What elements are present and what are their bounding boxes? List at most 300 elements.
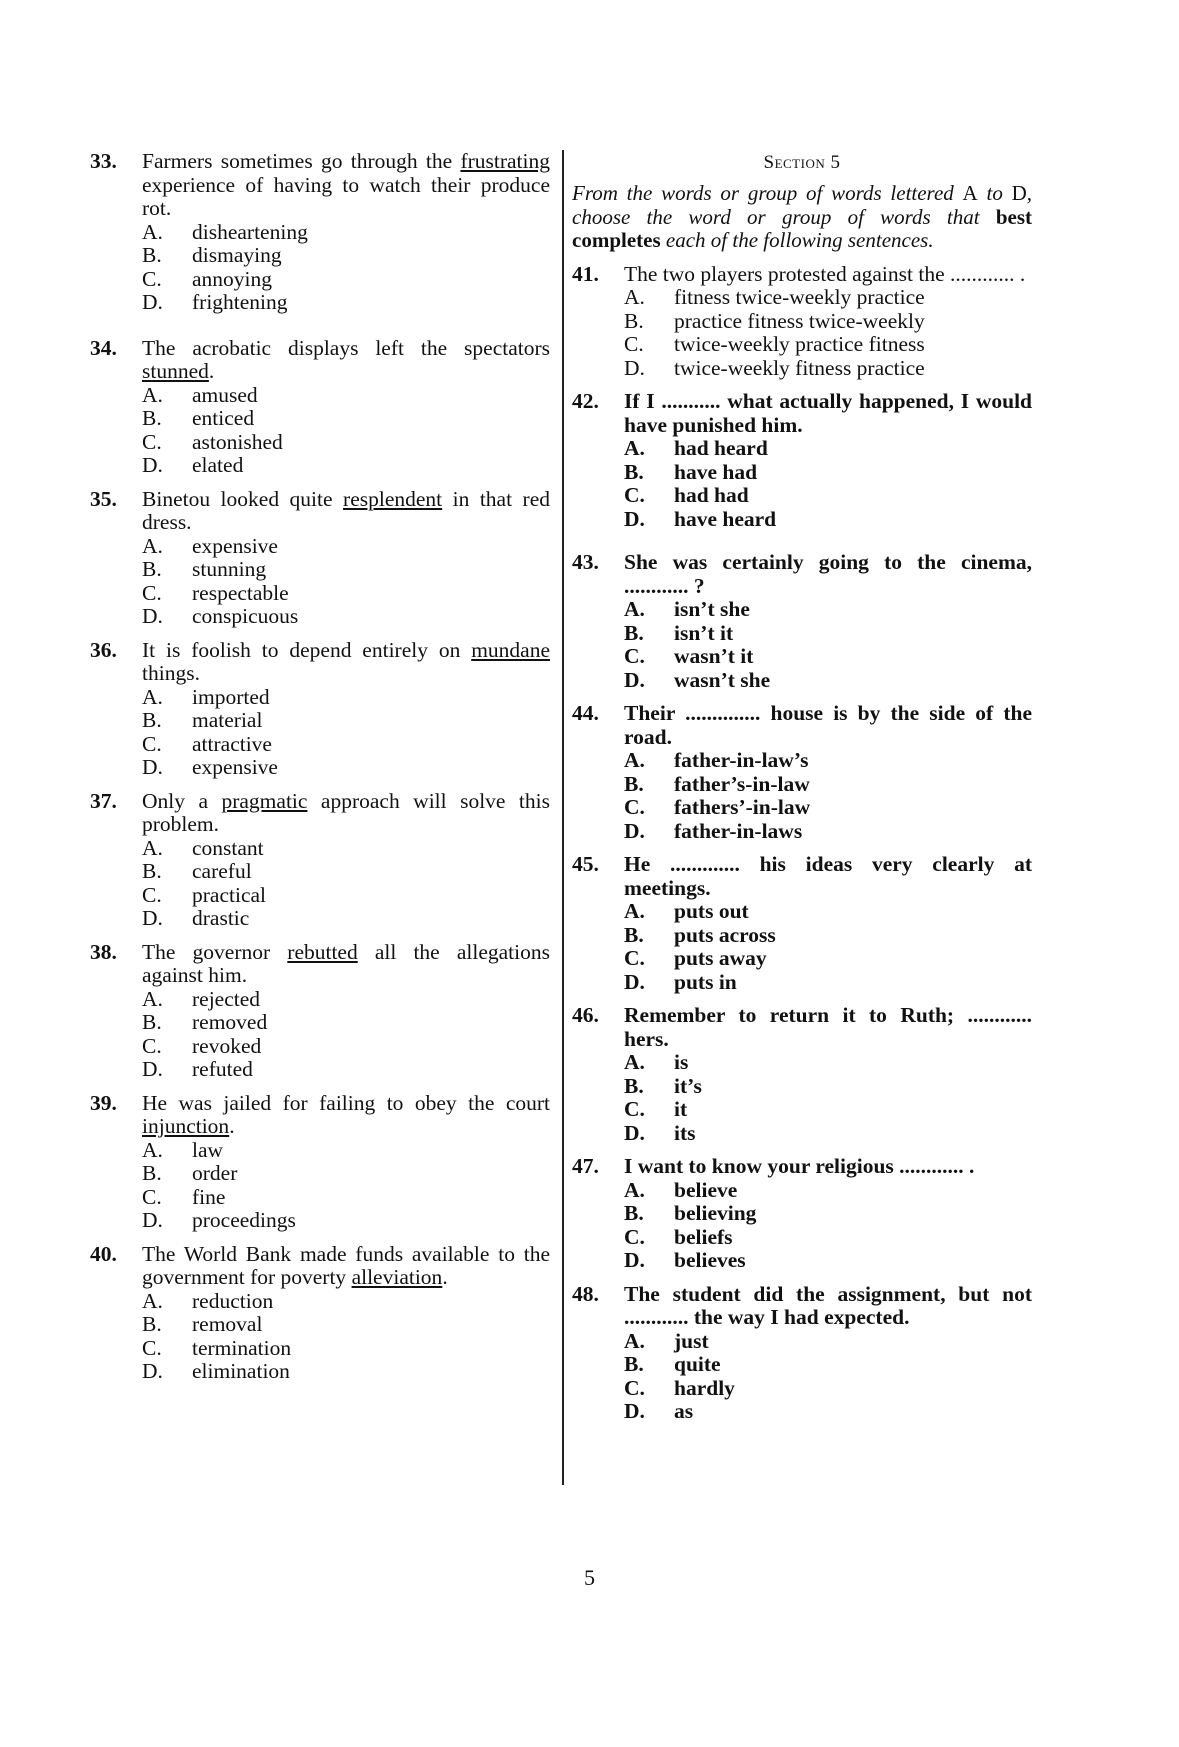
- option-text: twice-weekly practice fitness: [674, 332, 925, 356]
- question-block: [90, 1243, 550, 1384]
- option-letter: A.: [142, 533, 163, 558]
- answer-option: [142, 756, 550, 780]
- option-text: puts away: [674, 946, 767, 970]
- option-letter: A.: [142, 1137, 163, 1162]
- answer-option: [624, 1202, 1032, 1226]
- option-text: respectable: [192, 580, 289, 605]
- answer-option: [624, 947, 1032, 971]
- answer-option: [142, 1139, 550, 1163]
- answer-option: [624, 1098, 1032, 1122]
- answer-option: [142, 384, 550, 408]
- question-block: [572, 551, 1032, 692]
- question-block: [572, 853, 1032, 994]
- answer-option: [142, 1186, 550, 1210]
- option-letter: B.: [142, 557, 162, 581]
- options-list: [624, 437, 1032, 531]
- question-block: [90, 790, 550, 931]
- option-letter: B.: [142, 859, 162, 883]
- question-body: [624, 702, 1032, 843]
- question-text-part: .: [442, 1265, 448, 1289]
- question-number: 41.: [572, 261, 599, 286]
- answer-option: [624, 286, 1032, 310]
- option-letter: D.: [624, 355, 645, 380]
- option-text: rejected: [192, 986, 261, 1011]
- option-text: disheartening: [192, 219, 308, 244]
- option-text: have had: [674, 459, 758, 484]
- option-text: annoying: [192, 266, 273, 291]
- instr-part: completes: [572, 228, 661, 252]
- option-text: enticed: [192, 406, 255, 430]
- option-letter: D.: [624, 1399, 645, 1423]
- answer-option: [142, 535, 550, 559]
- answer-option: [142, 1058, 550, 1082]
- option-letter: D.: [624, 1120, 645, 1145]
- option-letter: B.: [624, 1201, 644, 1225]
- option-text: have heard: [674, 506, 777, 531]
- question-block: [572, 1155, 1032, 1273]
- option-text: reduction: [192, 1288, 274, 1313]
- option-letter: B.: [624, 771, 644, 796]
- question-number: 46.: [572, 1003, 599, 1027]
- question-body: [142, 150, 550, 315]
- option-letter: C.: [142, 1335, 162, 1360]
- option-letter: A.: [624, 748, 645, 772]
- question-number: 42.: [572, 389, 599, 413]
- answer-option: [142, 454, 550, 478]
- question-block: [572, 1283, 1032, 1424]
- question-text-part: .: [208, 359, 215, 383]
- option-letter: B.: [624, 620, 644, 645]
- option-text: practice fitness twice-weekly: [674, 308, 925, 333]
- options-list: [624, 1179, 1032, 1273]
- question-text: He ............. his ideas very clearly at meetings.: [624, 852, 1032, 900]
- option-letter: C.: [142, 1033, 162, 1058]
- question-text: Remember to return it to Ruth; ............ hers.: [624, 1003, 1032, 1051]
- question-text: [142, 337, 550, 384]
- option-letter: A.: [142, 1288, 163, 1313]
- question: [572, 390, 1032, 531]
- option-text: dismaying: [192, 243, 282, 267]
- column-divider: [562, 150, 564, 1485]
- right-column: [572, 150, 1032, 1434]
- option-letter: D.: [624, 969, 645, 994]
- instr-part: to: [977, 181, 1012, 205]
- option-letter: D.: [142, 290, 163, 314]
- question-text-part: approach will solve this problem.: [142, 788, 550, 836]
- option-letter: C.: [142, 1184, 162, 1209]
- option-text: it’s: [674, 1073, 702, 1098]
- question-body: [142, 639, 550, 780]
- options-list: [624, 598, 1032, 692]
- question-text-part: experience of having to watch their produce rot.: [142, 172, 550, 220]
- option-text: hardly: [674, 1375, 735, 1400]
- question-number: 35.: [90, 486, 117, 511]
- question-text-part: Binetou looked quite: [142, 486, 344, 511]
- underlined-word: stunned: [142, 359, 209, 383]
- answer-option: [624, 1075, 1032, 1099]
- answer-option: [624, 1226, 1032, 1250]
- option-text: wasn’t it: [674, 644, 754, 668]
- option-text: father’s-in-law: [674, 771, 810, 796]
- question-block: [90, 337, 550, 478]
- question: [572, 551, 1032, 692]
- question-block: [572, 263, 1032, 381]
- answer-option: [624, 461, 1032, 485]
- option-letter: A.: [624, 1177, 645, 1202]
- option-letter: C.: [624, 1375, 645, 1400]
- option-text: it: [674, 1097, 688, 1121]
- option-letter: C.: [624, 483, 645, 507]
- option-text: material: [192, 708, 263, 732]
- option-text: careful: [192, 859, 252, 883]
- option-letter: C.: [624, 1224, 645, 1249]
- option-text: father-in-law’s: [674, 748, 809, 772]
- answer-option: [624, 1353, 1032, 1377]
- answer-option: [142, 1011, 550, 1035]
- option-text: elated: [192, 453, 244, 477]
- option-letter: A.: [624, 1328, 645, 1353]
- underlined-word: injunction: [142, 1114, 230, 1138]
- question-text-part: Only a: [142, 788, 222, 813]
- question-body: [142, 337, 550, 478]
- answer-option: [142, 1360, 550, 1384]
- question-text: [142, 790, 550, 837]
- option-text: proceedings: [192, 1208, 296, 1232]
- option-letter: B.: [624, 308, 644, 333]
- option-letter: B.: [624, 1352, 644, 1376]
- options-list: [624, 1051, 1032, 1145]
- option-letter: D.: [624, 667, 645, 692]
- answer-option: [142, 733, 550, 757]
- answer-option: [624, 820, 1032, 844]
- question-body: [624, 263, 1032, 381]
- option-letter: A.: [624, 1050, 645, 1074]
- answer-option: [624, 924, 1032, 948]
- option-text: fine: [192, 1184, 226, 1209]
- option-letter: A.: [142, 986, 163, 1011]
- page-number: 5: [584, 1565, 595, 1590]
- answer-option: [624, 645, 1032, 669]
- question-text: [142, 150, 550, 221]
- answer-option: [142, 431, 550, 455]
- answer-option: [624, 437, 1032, 461]
- answer-option: [624, 1400, 1032, 1424]
- instr-part: , choose the word or group of words that: [572, 181, 1032, 229]
- answer-option: [142, 860, 550, 884]
- section-instructions: [572, 182, 1032, 253]
- question: [90, 1092, 550, 1233]
- option-letter: B.: [142, 406, 162, 430]
- option-text: amused: [192, 382, 258, 407]
- option-letter: B.: [142, 1010, 162, 1034]
- answer-option: [624, 971, 1032, 995]
- question-body: [142, 1243, 550, 1384]
- option-letter: A.: [624, 899, 645, 923]
- option-letter: D.: [142, 453, 163, 477]
- option-letter: A.: [142, 382, 163, 407]
- answer-option: [142, 884, 550, 908]
- option-text: removal: [192, 1312, 263, 1336]
- answer-option: [624, 900, 1032, 924]
- question: [90, 1243, 550, 1384]
- question: [90, 941, 550, 1082]
- option-text: had had: [674, 483, 749, 507]
- answer-option: [142, 686, 550, 710]
- option-letter: D.: [624, 506, 645, 531]
- question-number: 38.: [90, 939, 117, 964]
- question-text: I want to know your religious ............ .: [624, 1154, 975, 1178]
- option-text: practical: [192, 882, 267, 907]
- option-letter: D.: [624, 1248, 645, 1272]
- question-text: The two players protested against the ............ .: [624, 261, 1026, 286]
- question: [90, 150, 550, 315]
- question-body: [142, 1092, 550, 1233]
- question-text: Their .............. house is by the side of the road.: [624, 701, 1032, 749]
- option-letter: B.: [624, 1073, 644, 1098]
- question: [90, 488, 550, 629]
- question-number: 34.: [90, 335, 117, 360]
- option-letter: C.: [624, 332, 644, 356]
- options-list: [142, 221, 550, 315]
- option-text: order: [192, 1161, 238, 1185]
- option-text: puts in: [674, 969, 737, 994]
- option-letter: D.: [142, 604, 163, 628]
- option-text: isn’t it: [674, 620, 734, 645]
- question: [572, 853, 1032, 994]
- question-number: 48.: [572, 1281, 599, 1306]
- answer-option: [142, 1162, 550, 1186]
- question-text: [142, 639, 550, 686]
- option-text: its: [674, 1120, 696, 1145]
- underlined-word: mundane: [471, 637, 550, 662]
- question-text-part: It is foolish to depend entirely on: [142, 637, 472, 662]
- question-text: If I ........... what actually happened, I would have punished him.: [624, 389, 1032, 437]
- option-letter: C.: [624, 644, 645, 668]
- question-text: [142, 1092, 550, 1139]
- option-text: elimination: [192, 1359, 290, 1383]
- question-block: [90, 941, 550, 1082]
- question-text-part: He was jailed for failing to obey the court: [142, 1090, 550, 1115]
- option-letter: D.: [142, 755, 163, 779]
- option-text: fathers’-in-law: [674, 795, 811, 819]
- answer-option: [142, 1209, 550, 1233]
- option-letter: B.: [142, 1312, 162, 1336]
- question-body: [624, 1004, 1032, 1145]
- options-list: [142, 686, 550, 780]
- question-body: [142, 941, 550, 1082]
- left-column: [90, 150, 550, 1394]
- question-body: [624, 1283, 1032, 1424]
- answer-option: [142, 221, 550, 245]
- option-text: attractive: [192, 731, 272, 756]
- answer-option: [142, 837, 550, 861]
- instr-part: D: [1011, 181, 1027, 205]
- option-text: believing: [674, 1201, 757, 1225]
- answer-option: [624, 484, 1032, 508]
- options-list: [142, 535, 550, 629]
- question-number: 33.: [90, 149, 117, 173]
- answer-option: [624, 1330, 1032, 1354]
- question-body: [142, 488, 550, 629]
- question-number: 36.: [90, 637, 117, 662]
- question-body: [624, 390, 1032, 531]
- question-text: She was certainly going to the cinema, ............ ?: [624, 550, 1032, 598]
- option-letter: C.: [624, 795, 645, 819]
- question-body: [624, 551, 1032, 692]
- question: [572, 1283, 1032, 1424]
- question-number: 39.: [90, 1090, 117, 1115]
- option-letter: B.: [142, 1161, 162, 1185]
- question-text-part: The governor: [142, 939, 288, 964]
- option-text: fitness twice-weekly practice: [674, 285, 925, 309]
- option-letter: D.: [142, 906, 163, 930]
- option-letter: C.: [624, 946, 645, 970]
- question-number: 43.: [572, 550, 599, 574]
- option-text: expensive: [192, 755, 278, 779]
- answer-option: [142, 1035, 550, 1059]
- option-text: twice-weekly fitness practice: [674, 355, 925, 380]
- answer-option: [624, 1179, 1032, 1203]
- option-text: removed: [192, 1010, 268, 1034]
- question-number: 37.: [90, 788, 117, 813]
- underlined-word: frustrating: [460, 149, 550, 173]
- question-block: [572, 1004, 1032, 1145]
- underlined-word: alleviation: [351, 1265, 443, 1289]
- underlined-word: rebutted: [287, 939, 358, 964]
- answer-option: [142, 291, 550, 315]
- option-text: constant: [192, 835, 264, 860]
- option-text: revoked: [192, 1033, 262, 1058]
- question-number: 45.: [572, 852, 599, 876]
- answer-option: [142, 268, 550, 292]
- option-text: astonished: [192, 429, 283, 454]
- option-letter: A.: [624, 436, 645, 460]
- option-text: puts out: [674, 899, 749, 923]
- answer-option: [624, 749, 1032, 773]
- answer-option: [142, 605, 550, 629]
- question: [90, 639, 550, 780]
- question-text: [142, 941, 550, 988]
- question: [90, 337, 550, 478]
- option-text: imported: [192, 684, 270, 709]
- instr-part: A: [962, 181, 978, 205]
- options-list: [624, 286, 1032, 380]
- answer-option: [142, 582, 550, 606]
- answer-option: [142, 907, 550, 931]
- option-text: believes: [674, 1248, 746, 1272]
- underlined-word: resplendent: [343, 486, 443, 511]
- instr-part: best: [995, 204, 1032, 229]
- option-letter: C.: [142, 266, 162, 291]
- option-letter: D.: [142, 1359, 163, 1383]
- question-text-part: The World Bank made funds available to the government for poverty: [142, 1241, 550, 1289]
- answer-option: [624, 598, 1032, 622]
- question-number: 44.: [572, 701, 599, 725]
- question-block: [90, 639, 550, 780]
- options-list: [142, 384, 550, 478]
- option-text: termination: [192, 1335, 292, 1360]
- question: [572, 263, 1032, 381]
- section-title: Section 5: [763, 152, 841, 173]
- answer-option: [624, 310, 1032, 334]
- question-number: 47.: [572, 1154, 599, 1178]
- option-text: is: [674, 1050, 689, 1074]
- option-letter: C.: [142, 882, 162, 907]
- question-block: [90, 150, 550, 315]
- option-letter: A.: [142, 684, 163, 709]
- question-text-part: .: [229, 1114, 235, 1138]
- underlined-word: pragmatic: [221, 788, 308, 813]
- option-text: expensive: [192, 533, 278, 558]
- option-text: conspicuous: [192, 604, 299, 628]
- option-text: beliefs: [674, 1224, 733, 1249]
- option-text: drastic: [192, 906, 250, 930]
- option-letter: A.: [142, 835, 163, 860]
- answer-option: [142, 1290, 550, 1314]
- option-letter: A.: [142, 219, 163, 244]
- option-text: believe: [674, 1177, 738, 1202]
- answer-option: [624, 796, 1032, 820]
- answer-option: [142, 988, 550, 1012]
- question-text: [142, 488, 550, 535]
- question-text-part: things.: [142, 661, 200, 685]
- right-questions: [572, 263, 1032, 1424]
- option-letter: B.: [624, 459, 644, 484]
- question-block: [572, 702, 1032, 843]
- option-letter: C.: [142, 580, 162, 605]
- question-text-part: all the allegations against him.: [142, 939, 550, 987]
- options-list: [624, 749, 1032, 843]
- question-text: [142, 1243, 550, 1290]
- question-body: [624, 853, 1032, 994]
- option-text: refuted: [192, 1057, 253, 1081]
- option-text: stunning: [192, 557, 267, 581]
- option-letter: C.: [624, 1097, 645, 1121]
- option-text: had heard: [674, 436, 768, 460]
- answer-option: [624, 1249, 1032, 1273]
- option-letter: C.: [142, 429, 162, 454]
- option-letter: B.: [142, 243, 162, 267]
- question-text-part: in that red dress.: [142, 486, 550, 534]
- answer-option: [142, 1313, 550, 1337]
- answer-option: [142, 709, 550, 733]
- option-text: frightening: [192, 290, 288, 314]
- option-letter: D.: [142, 1208, 163, 1232]
- question-body: [142, 790, 550, 931]
- answer-option: [142, 558, 550, 582]
- question-number: 40.: [90, 1241, 117, 1266]
- question: [572, 702, 1032, 843]
- question-body: [624, 1155, 1032, 1273]
- answer-option: [624, 669, 1032, 693]
- answer-option: [624, 1377, 1032, 1401]
- answer-option: [624, 1051, 1032, 1075]
- option-letter: B.: [142, 708, 162, 732]
- options-list: [142, 837, 550, 931]
- instr-part: each of the following sentences.: [660, 228, 934, 252]
- answer-option: [142, 1337, 550, 1361]
- answer-option: [624, 622, 1032, 646]
- answer-option: [624, 508, 1032, 532]
- instr-part: From the words or group of words lettered: [572, 181, 963, 205]
- question-block: [90, 488, 550, 629]
- answer-option: [142, 244, 550, 268]
- options-list: [142, 988, 550, 1082]
- options-list: [142, 1290, 550, 1384]
- option-text: puts across: [674, 922, 776, 947]
- question: [572, 1155, 1032, 1273]
- option-letter: B.: [624, 922, 644, 947]
